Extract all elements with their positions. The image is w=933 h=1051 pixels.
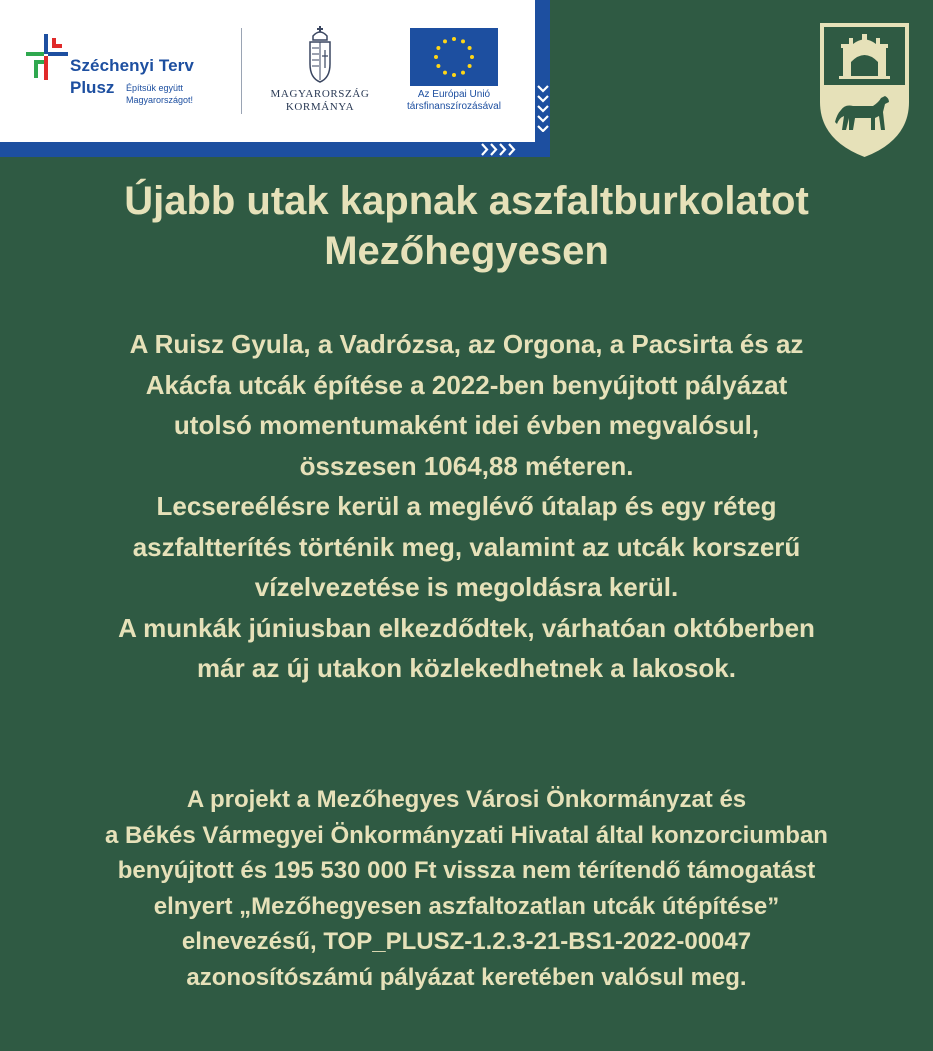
title-line-1: Újabb utak kapnak aszfaltburkolatot (124, 179, 809, 223)
eu-flag-icon (410, 28, 498, 86)
body-line: Lecsereélésre kerül a meglévő útalap és egy réteg (156, 491, 777, 521)
sponsor-banner-panel (0, 0, 535, 142)
government-text (262, 88, 378, 114)
eu-line2: társfinanszírozásával (407, 101, 501, 112)
body-line: aszfaltterítés történik meg, valamint az utcák korszerű (132, 531, 801, 562)
footer-line: azonosítószámú pályázat keretében valósul meg. (186, 963, 747, 991)
footer-line: a Békés Vármegyei Önkormányzati Hivatal által konzorciumban (105, 821, 828, 849)
announcement-body (0, 324, 933, 689)
sponsor-banner (0, 0, 550, 157)
town-crest-icon (819, 22, 910, 158)
body-line: A munkák júniusban elkezdődtek, várhatóan októberben (118, 612, 815, 643)
body-line: A Ruisz Gyula, a Vadrózsa, az Orgona, a Pacsirta és az (129, 329, 804, 359)
szechenyi-slogan (126, 82, 193, 106)
footer-line: benyújtott és 195 530 000 Ft vissza nem térítendő támogatást (117, 857, 816, 884)
project-info (0, 782, 933, 995)
body-line: vízelvezetése is megoldásra kerül. (254, 572, 679, 602)
body-line: összesen 1064,88 méteren. (299, 450, 634, 481)
szechenyi-slogan-line1: Építsük együtt (126, 83, 184, 93)
title-line-2: Mezőhegyesen (324, 229, 609, 273)
footer-line: A projekt a Mezőhegyes Városi Önkormányzat és (186, 786, 747, 813)
footer-line: elnyert „Mezőhegyesen aszfaltozatlan utcák útépítése” (153, 892, 780, 920)
body-line: Akácfa utcák építése a 2022-ben benyújtott pályázat (145, 369, 788, 400)
body-line: utolsó momentumaként idei évben megvalósul, (173, 410, 760, 440)
government-line1: MAGYARORSZÁG (270, 88, 370, 100)
szechenyi-slogan-line2: Magyarországot! (126, 95, 194, 105)
eu-line1: Az Európai Unió (417, 89, 491, 100)
government-logo (262, 26, 378, 122)
eu-logo (394, 28, 514, 120)
eu-text (394, 89, 514, 113)
hungarian-coat-of-arms-icon (305, 26, 335, 84)
government-line2: KORMÁNYA (285, 101, 355, 113)
chevron-right-icon (480, 143, 522, 156)
chevron-down-icon (537, 84, 549, 132)
page-title (0, 176, 933, 276)
szechenyi-title: Széchenyi Terv (70, 56, 194, 75)
body-line: már az új utakon közlekedhetnek a lakosok. (197, 653, 736, 683)
szechenyi-terv-logo (26, 34, 236, 114)
szechenyi-plus: Plusz (70, 78, 115, 97)
szechenyi-cross-icon (26, 34, 68, 80)
footer-line: elnevezésű, TOP_PLUSZ-1.2.3-21-BS1-2022-00047 (181, 928, 752, 955)
banner-divider (241, 28, 242, 114)
